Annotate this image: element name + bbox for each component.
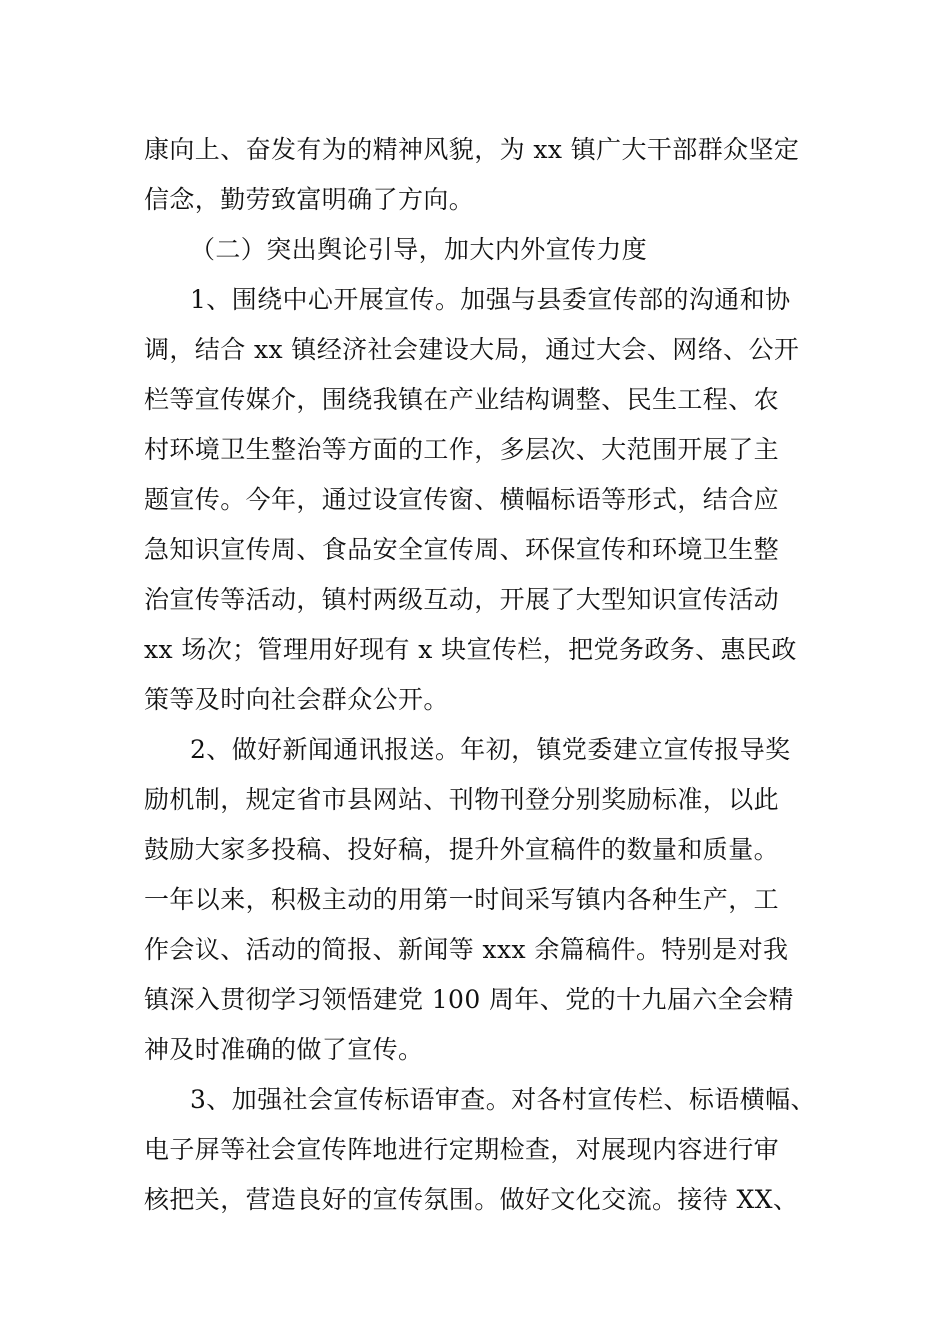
paragraph-line: 村环境卫生整治等方面的工作，多层次、大范围开展了主 xyxy=(144,435,780,464)
section-heading: （二）突出舆论引导，加大内外宣传力度 xyxy=(190,235,648,264)
paragraph-line: 电子屏等社会宣传阵地进行定期检查，对展现内容进行审 xyxy=(144,1135,780,1164)
paragraph-line: 1、围绕中心开展宣传。加强与县委宣传部的沟通和协 xyxy=(190,285,791,314)
paragraph-line: 栏等宣传媒介，围绕我镇在产业结构调整、民生工程、农 xyxy=(144,385,780,414)
paragraph-line: 2、做好新闻通讯报送。年初，镇党委建立宣传报导奖 xyxy=(190,735,791,764)
paragraph-line: 3、加强社会宣传标语审查。对各村宣传栏、标语横幅、 xyxy=(190,1085,816,1114)
paragraph-line: 作会议、活动的简报、新闻等 xxx 余篇稿件。特别是对我 xyxy=(144,935,789,964)
paragraph-line: 治宣传等活动，镇村两级互动，开展了大型知识宣传活动 xyxy=(144,585,780,614)
paragraph-line: 励机制，规定省市县网站、刊物刊登分别奖励标准，以此 xyxy=(144,785,780,814)
paragraph-line: 鼓励大家多投稿、投好稿，提升外宣稿件的数量和质量。 xyxy=(144,835,780,864)
paragraph-line: xx 场次；管理用好现有 x 块宣传栏，把党务政务、惠民政 xyxy=(144,635,797,664)
paragraph-line: 核把关，营造良好的宣传氛围。做好文化交流。接待 XX、 xyxy=(144,1185,799,1214)
paragraph-line: 信念，勤劳致富明确了方向。 xyxy=(144,185,475,214)
paragraph-line: 康向上、奋发有为的精神风貌，为 xx 镇广大干部群众坚定 xyxy=(144,135,800,164)
paragraph-line: 策等及时向社会群众公开。 xyxy=(144,685,449,714)
paragraph-line: 题宣传。今年，通过设宣传窗、横幅标语等形式，结合应 xyxy=(144,485,780,514)
paragraph-line: 神及时准确的做了宣传。 xyxy=(144,1035,424,1064)
paragraph-line: 镇深入贯彻学习领悟建党 100 周年、党的十九届六全会精 xyxy=(144,985,794,1014)
paragraph-line: 急知识宣传周、食品安全宣传周、环保宣传和环境卫生整 xyxy=(144,535,780,564)
paragraph-line: 一年以来，积极主动的用第一时间采写镇内各种生产，工 xyxy=(144,885,780,914)
paragraph-line: 调，结合 xx 镇经济社会建设大局，通过大会、网络、公开 xyxy=(144,335,800,364)
